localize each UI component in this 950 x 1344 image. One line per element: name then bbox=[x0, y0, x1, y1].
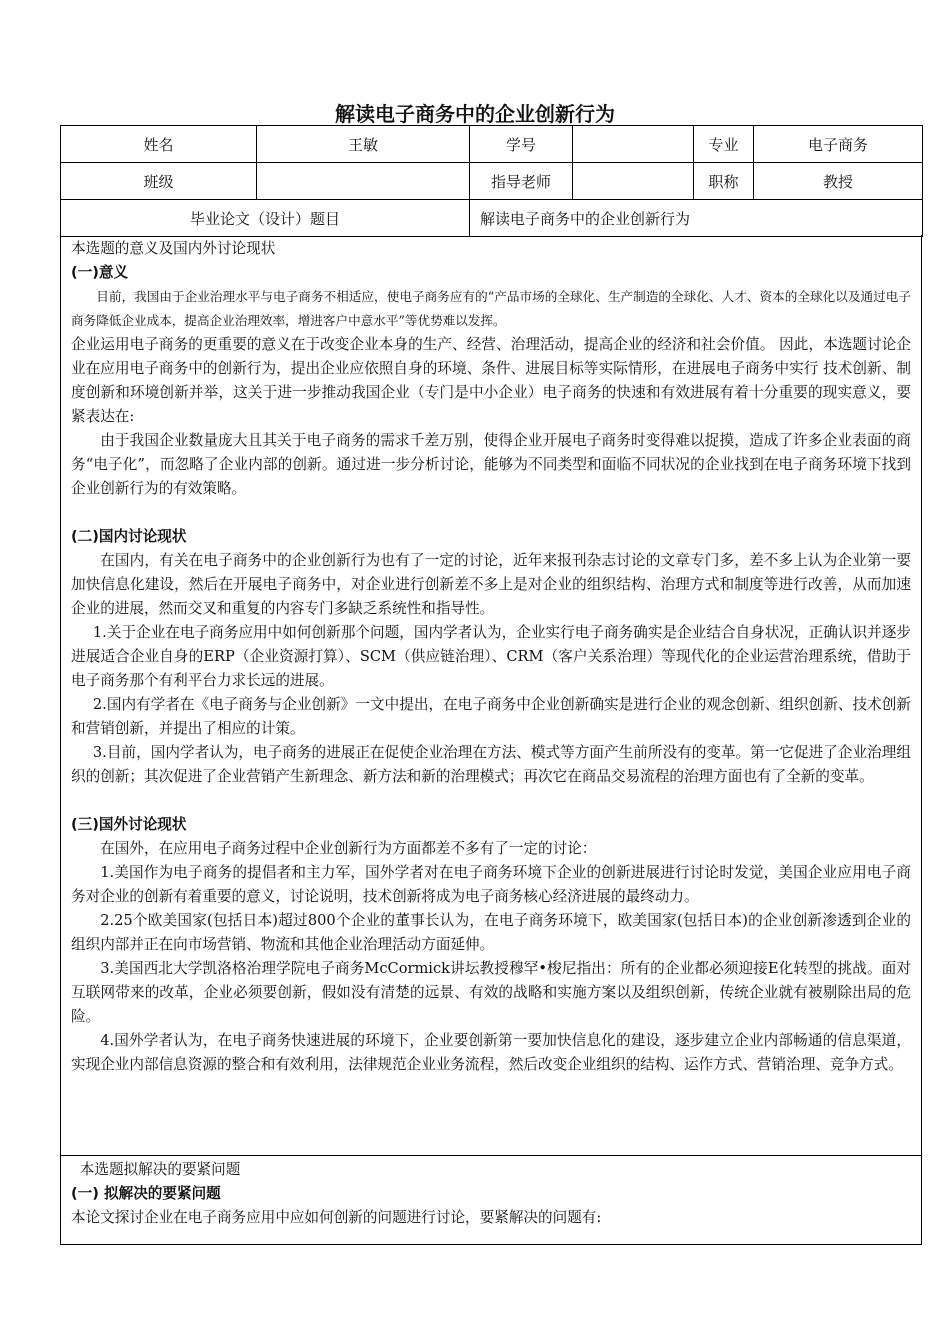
title-rank-value: 教授 bbox=[754, 163, 923, 200]
subheading-significance: (一)意义 bbox=[71, 264, 129, 281]
name-label: 姓名 bbox=[61, 126, 257, 163]
problems-content bbox=[71, 1158, 911, 1230]
class-value bbox=[257, 163, 470, 200]
class-label: 班级 bbox=[61, 163, 257, 200]
section-heading: 本选题拟解决的要紧问题 bbox=[79, 1161, 241, 1178]
paragraph: 2.国内有学者在《电子商务与企业创新》一文中提出，在电子商务中企业创新确实是进行企业的观念创新、组织创新、技术创新和营销创新，并提出了相应的计策。 bbox=[71, 696, 911, 737]
paragraph: 在国内，有关在电子商务中的企业创新行为也有了一定的讨论，近年来报刊杂志讨论的文章专门多，差不多上认为企业第一要加快信息化建设，然后在开展电子商务中，对企业进行创新差不多上是对企业的组织结构、治理方式和制度等进行改善，从而加速企业的进展，然而交叉和重复的内容专门多缺乏系统性和指导性。 bbox=[71, 552, 911, 617]
document-title: 解读电子商务中的企业创新行为 bbox=[335, 102, 615, 126]
paragraph: 3.美国西北大学凯洛格治理学院电子商务McCormick讲坛教授穆罕•梭尼指出：所有的企业都必须迎接E化转型的挑战。面对互联网带来的改革，企业必须要创新，假如没有清楚的远景、有效的战略和实施方案以及组织创新，传统企业就有被剔除出局的危险。 bbox=[71, 960, 911, 1025]
paragraph: 由于我国企业数量庞大且其关于电子商务的需求千差万别，使得企业开展电子商务时变得难以捉摸，造成了许多企业表面的商务“电子化”，而忽略了企业内部的创新。通过进一步分析讨论，能够为不同类型和面临不同状况的企业找到在电子商务环境下找到企业创新行为的有效策略。 bbox=[71, 432, 911, 497]
paragraph: 在国外，在应用电子商务过程中企业创新行为方面都差不多有了一定的讨论： bbox=[100, 840, 597, 857]
info-table bbox=[60, 125, 923, 237]
info-row-1 bbox=[61, 126, 923, 163]
paragraph: 1.关于企业在电子商务应用中如何创新那个问题，国内学者认为，企业实行电子商务确实是企业结合自身状况，正确认识并逐步进展适合企业自身的ERP（企业资源打算）、SCM（供应链治理）、CRM（客户关系治理）等现代化的企业运营治理系统，借助于电子商务那个有利平台力求长远的进展。 bbox=[71, 624, 911, 689]
major-label: 专业 bbox=[694, 126, 754, 163]
title-rank-label: 职称 bbox=[694, 163, 754, 200]
subheading-problems: (一) 拟解决的要紧问题 bbox=[71, 1185, 221, 1202]
thesis-topic-value: 解读电子商务中的企业创新行为 bbox=[470, 200, 923, 237]
paragraph: 目前，我国由于企业治理水平与电子商务不相适应，使电子商务应有的“产品市场的全球化、生产制造的全球化、人才、资本的全球化以及通过电子商务降低企业成本，提高企业治理效率，增进客户中意水平”等优势难以发挥。 bbox=[71, 289, 911, 328]
name-value: 王敏 bbox=[257, 126, 470, 163]
paragraph: 3.目前，国内学者认为，电子商务的进展正在促使企业治理在方法、模式等方面产生前所没有的变革。第一它促进了企业治理组织的创新；其次促进了企业营销产生新理念、新方法和新的治理模式；再次它在商品交易流程的治理方面也有了全新的变革。 bbox=[71, 744, 911, 785]
student-id-label: 学号 bbox=[470, 126, 573, 163]
paragraph: 企业运用电子商务的更重要的意义在于改变企业本身的生产、经营、治理活动，提高企业的经济和社会价值。 因此，本选题讨论企业在应用电子商务中的创新行为，提出企业应依照自身的环境、条件、进展目标等实际情形，在进展电子商务中实行 技术创新、制度创新和环境创新并举，这关于进一步推动我国企业（专门是中小企业）电子商务的快速和有效进展有着十分重要的现实意义，要紧表达在: bbox=[71, 336, 911, 425]
major-value: 电子商务 bbox=[754, 126, 923, 163]
section-heading: 本选题的意义及国内外讨论现状 bbox=[71, 240, 276, 257]
advisor-label: 指导老师 bbox=[470, 163, 573, 200]
subheading-domestic: (二)国内讨论现状 bbox=[71, 528, 187, 545]
paragraph: 1.美国作为电子商务的提倡者和主力军，国外学者对在电子商务环境下企业的创新进展进行讨论时发觉，美国企业应用电子商务对企业的创新有着重要的意义，讨论说明，技术创新将成为电子商务核心经济进展的最终动力。 bbox=[71, 864, 911, 905]
significance-content bbox=[71, 237, 911, 1077]
thesis-topic-label: 毕业论文（设计）题目 bbox=[61, 200, 470, 237]
problems-section bbox=[60, 1156, 922, 1245]
advisor-value bbox=[573, 163, 694, 200]
subheading-foreign: (三)国外讨论现状 bbox=[71, 816, 187, 833]
paragraph: 4.国外学者认为，在电子商务快速进展的环境下，企业要创新第一要加快信息化的建设，逐步建立企业内部畅通的信息渠道，实现企业内部信息资源的整合和有效利用，法律规范企业业务流程，然后改变企业组织的结构、运作方式、营销治理、竞争方式。 bbox=[71, 1032, 911, 1073]
paragraph: 2.25个欧美国家(包括日本)超过800个企业的董事长认为，在电子商务环境下，欧美国家(包括日本)的企业创新渗透到企业的组织内部并正在向市场营销、物流和其他企业治理活动方面延伸。 bbox=[71, 912, 911, 953]
significance-section bbox=[60, 235, 922, 1156]
paragraph: 本论文探讨企业在电子商务应用中应如何创新的问题进行讨论，要紧解决的问题有: bbox=[71, 1209, 602, 1226]
info-row-3 bbox=[61, 200, 923, 237]
info-row-2 bbox=[61, 163, 923, 200]
student-id-value bbox=[573, 126, 694, 163]
